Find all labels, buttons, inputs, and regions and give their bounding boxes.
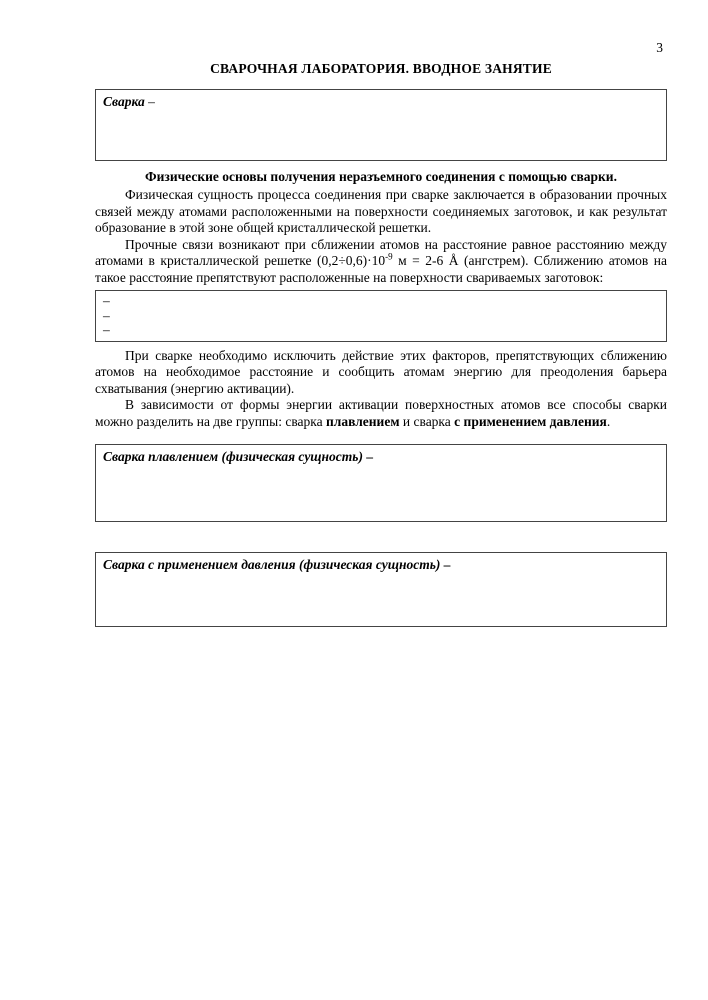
definition-box-svarka <box>95 89 667 161</box>
welding-type-melting: плавлением <box>326 413 400 429</box>
document-title: СВАРОЧНАЯ ЛАБОРАТОРИЯ. ВВОДНОЕ ЗАНЯТИЕ <box>210 61 552 76</box>
section-heading: Физические основы получения неразъемного соединения с помощью сварки. <box>145 169 617 184</box>
melting-box-label: Сварка плавлением (физическая сущность) – <box>103 449 374 464</box>
paragraph-welding-groups <box>95 397 667 430</box>
definition-term: Сварка <box>103 94 145 109</box>
paragraph-physical-essence: Физическая сущность процесса соединения при сварке заключается в образовании прочных связей между атомами расположенными на поверхности соединяемых заготовок, и как результат образование в этой зоне общей кристаллической решетки. <box>95 187 667 235</box>
pressure-box-label: Сварка с применением давления (физическая сущность) – <box>103 557 451 572</box>
paragraph-strong-bonds-text-1: Прочные связи возникают при сближении атомов на расстояние равное расстоянию между атомами в кристаллической решетке (0,2÷0,6)·10 <box>95 236 667 268</box>
factor-line-3: – <box>103 322 110 337</box>
paragraph-activation-energy: При сварке необходимо исключить действие этих факторов, препятствующих сближению атомов на необходимое расстояние и сообщить атомам энергию для преодоления барьера схватывания (энергию активации). <box>95 347 667 396</box>
welding-type-pressure: с применением давления <box>454 413 607 429</box>
factor-line-1: – <box>103 293 110 308</box>
paragraph-strong-bonds-text-2: м = 2-6 Å (ангстрем). Сближению атомов на такое расстояние препятствуют расположенные на поверхности свариваемых заготовок: <box>95 253 667 285</box>
exponent-minus-nine: -9 <box>385 251 393 262</box>
paragraph-strong-bonds <box>95 237 667 287</box>
document-content <box>95 61 667 627</box>
melting-definition-box <box>95 444 667 522</box>
pressure-definition-box <box>95 552 667 627</box>
page-number: 3 <box>656 40 663 55</box>
factors-list-box <box>95 290 667 342</box>
definition-dash: – <box>144 94 155 109</box>
factor-line-2: – <box>103 307 110 323</box>
paragraph-welding-groups-text-1: В зависимости от формы энергии активации поверхностных атомов все способы сварки можно разделить на две группы: сварка <box>95 397 667 429</box>
paragraph-welding-groups-text-3: . <box>606 413 611 429</box>
paragraph-welding-groups-text-2: и сварка <box>399 413 455 429</box>
